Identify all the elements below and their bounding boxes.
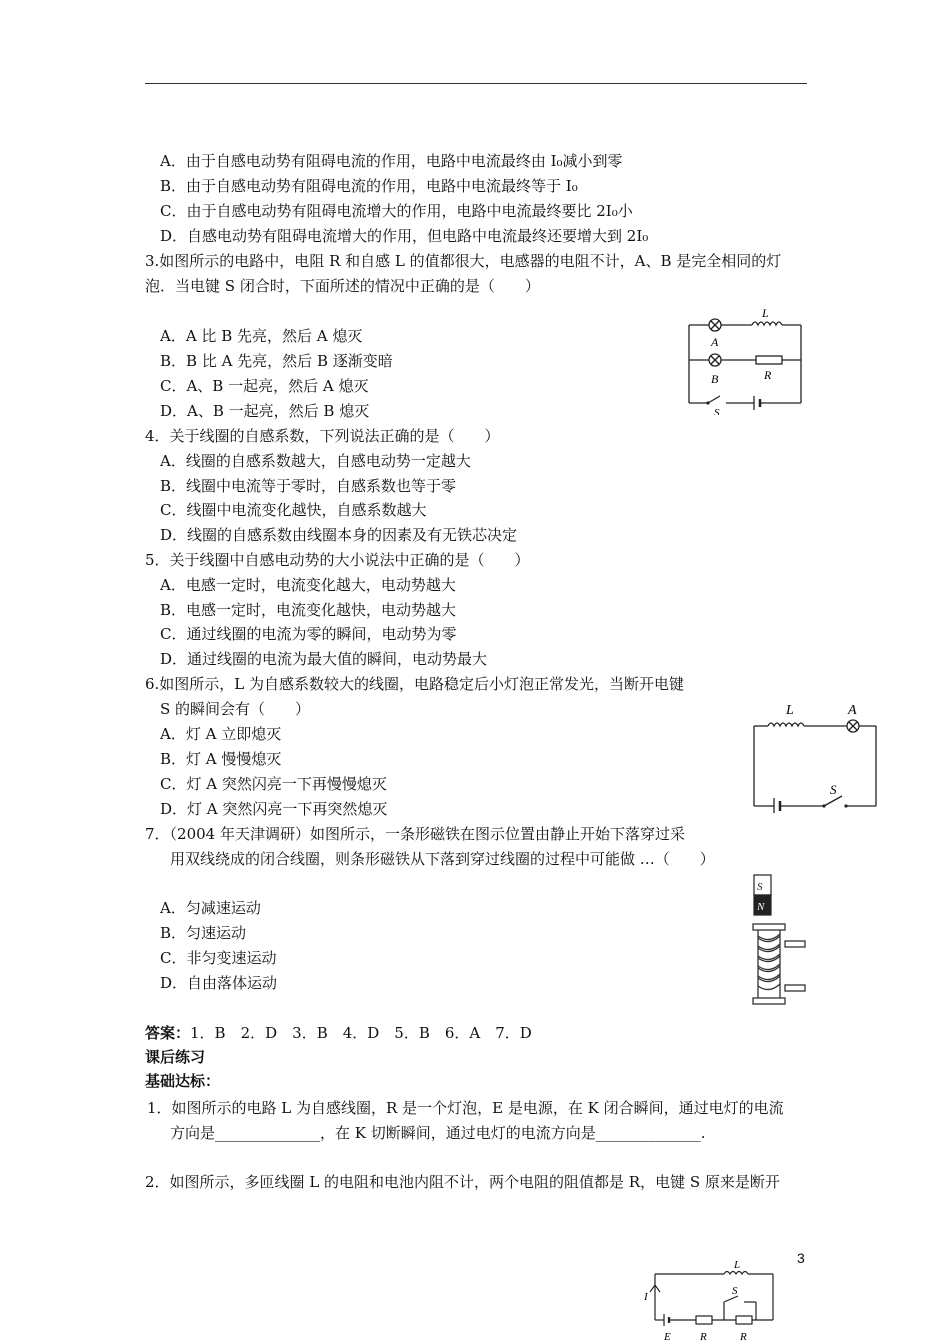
q5-option-a: A．电感一定时，电流变化越大，电动势越大 <box>160 576 456 594</box>
p2-stem-line1: 2．如图所示，多匝线圈 L 的电阻和电池内阻不计，两个电阻的阻值都是 R，电键 S 原来是断开 <box>145 1173 780 1191</box>
q2-option-d: D．自感电动势有阻碍电流增大的作用，但电路中电流最终还要增大到 2I₀ <box>160 227 649 245</box>
q4-stem: 4．关于线圈的自感系数，下列说法正确的是（ ） <box>145 427 500 445</box>
figp2-label-e: E <box>664 1331 671 1343</box>
fig6-label-a: A <box>848 703 857 718</box>
q4-option-b: B．线圈中电流等于零时，自感系数也等于零 <box>160 477 457 495</box>
switch-pivot-icon <box>706 401 709 404</box>
figp2-label-l: L <box>734 1259 741 1271</box>
q5-stem: 5．关于线圈中自感电动势的大小说法中正确的是（ ） <box>145 551 530 569</box>
figure-q7-magnet-coil <box>748 870 810 1010</box>
q7-option-c: C．非匀变速运动 <box>160 949 277 967</box>
switch-pivot-icon <box>822 804 825 807</box>
section-heading-basic: 基础达标： <box>145 1072 221 1090</box>
q5-option-b: B．电感一定时，电流变化越快，电动势越大 <box>160 601 457 619</box>
fig7-label-n: N <box>757 901 765 913</box>
q5-option-d: D．通过线圈的电流为最大值的瞬间，电动势最大 <box>160 650 488 668</box>
p1-stem-line2: 方向是______________，在 K 切断瞬间，通过电灯的电流方向是______________. <box>170 1124 706 1142</box>
figp2-label-s: S <box>732 1285 738 1297</box>
q7-option-a: A．匀减速运动 <box>160 899 261 917</box>
fig3-label-a: A <box>711 335 719 349</box>
q4-option-a: A．线圈的自感系数越大，自感电动势一定越大 <box>160 452 471 470</box>
q4-option-c: C．线圈中电流变化越快，自感系数越大 <box>160 501 427 519</box>
q2-option-c: C．由于自感电动势有阻碍电流增大的作用，电路中电流最终要比 2I₀小 <box>160 202 633 220</box>
q3-option-d: D．A、B 一起亮，然后 B 熄灭 <box>160 402 370 420</box>
q7-stem-line1: 7．（2004 年天津调研）如图所示，一条形磁铁在图示位置由静止开始下落穿过采 <box>145 825 685 843</box>
q3-stem-line1: 3.如图所示的电路中，电阻 R 和自感 L 的值都很大，电感器的电阻不计，A、B 是完全相同的灯 <box>145 252 782 270</box>
q6-option-b: B．灯 A 慢慢熄灭 <box>160 750 282 768</box>
figure-q3-circuit <box>682 305 812 415</box>
q2-option-b: B．由于自感电动势有阻碍电流的作用，电路中电流最终等于 I₀ <box>160 177 578 195</box>
answers-label: 答案： <box>145 1024 191 1042</box>
q6-option-a: A．灯 A 立即熄灭 <box>160 725 282 743</box>
q6-option-c: C．灯 A 突然闪亮一下再慢慢熄灭 <box>160 775 387 793</box>
q6-stem-line1: 6.如图所示，L 为自感系数较大的线圈，电路稳定后小灯泡正常发光，当断开电键 <box>145 675 685 693</box>
header-rule <box>145 83 807 84</box>
q3-option-a: A．A 比 B 先亮，然后 A 熄灭 <box>160 327 363 345</box>
fig3-label-r: R <box>764 368 772 382</box>
q2-option-a: A．由于自感电动势有阻碍电流的作用，电路中电流最终由 I₀减小到零 <box>160 152 623 170</box>
figure-p2-circuit <box>640 1258 780 1344</box>
figure-q6-circuit <box>748 698 884 813</box>
fig3-label-s: S <box>714 407 720 415</box>
answers-line <box>145 1023 532 1043</box>
fig3-label-b: B <box>711 372 719 386</box>
q3-option-c: C．A、B 一起亮，然后 A 熄灭 <box>160 377 369 395</box>
q7-stem-line2: 用双线绕成的闭合线圈，则条形磁铁从下落到穿过线圈的过程中可能做 …（ ） <box>170 850 715 868</box>
figp2-label-i: I <box>644 1291 648 1303</box>
q6-option-d: D．灯 A 突然闪亮一下再突然熄灭 <box>160 800 388 818</box>
q3-option-b: B．B 比 A 先亮，然后 B 逐渐变暗 <box>160 352 393 370</box>
q3-stem-line2: 泡．当电键 S 闭合时，下面所述的情况中正确的是（ ） <box>145 277 540 295</box>
q5-option-c: C．通过线圈的电流为零的瞬间，电动势为零 <box>160 625 457 643</box>
q4-option-d: D．线圈的自感系数由线圈本身的因素及有无铁芯决定 <box>160 526 518 544</box>
q7-option-b: B．匀速运动 <box>160 924 247 942</box>
q7-option-d: D．自由落体运动 <box>160 974 278 992</box>
fig7-label-s: S <box>757 881 763 893</box>
switch-contact-icon <box>844 804 847 807</box>
fig6-label-l: L <box>786 703 794 718</box>
fig3-label-l: L <box>762 306 769 320</box>
page-number: 3 <box>797 1250 805 1266</box>
fig6-label-s: S <box>830 782 837 797</box>
answers-text: 1．B 2．D 3．B 4．D 5．B 6．A 7．D <box>190 1024 532 1042</box>
figp2-label-r1: R <box>700 1331 707 1343</box>
p1-stem-line1: 1．如图所示的电路 L 为自感线圈，R 是一个灯泡，E 是电源，在 K 闭合瞬间，通过电灯的电流 <box>147 1099 784 1117</box>
q6-stem-line2: S 的瞬间会有（ ） <box>160 700 311 718</box>
figp2-label-r2: R <box>740 1331 747 1343</box>
section-heading-after-class: 课后练习 <box>145 1048 206 1066</box>
